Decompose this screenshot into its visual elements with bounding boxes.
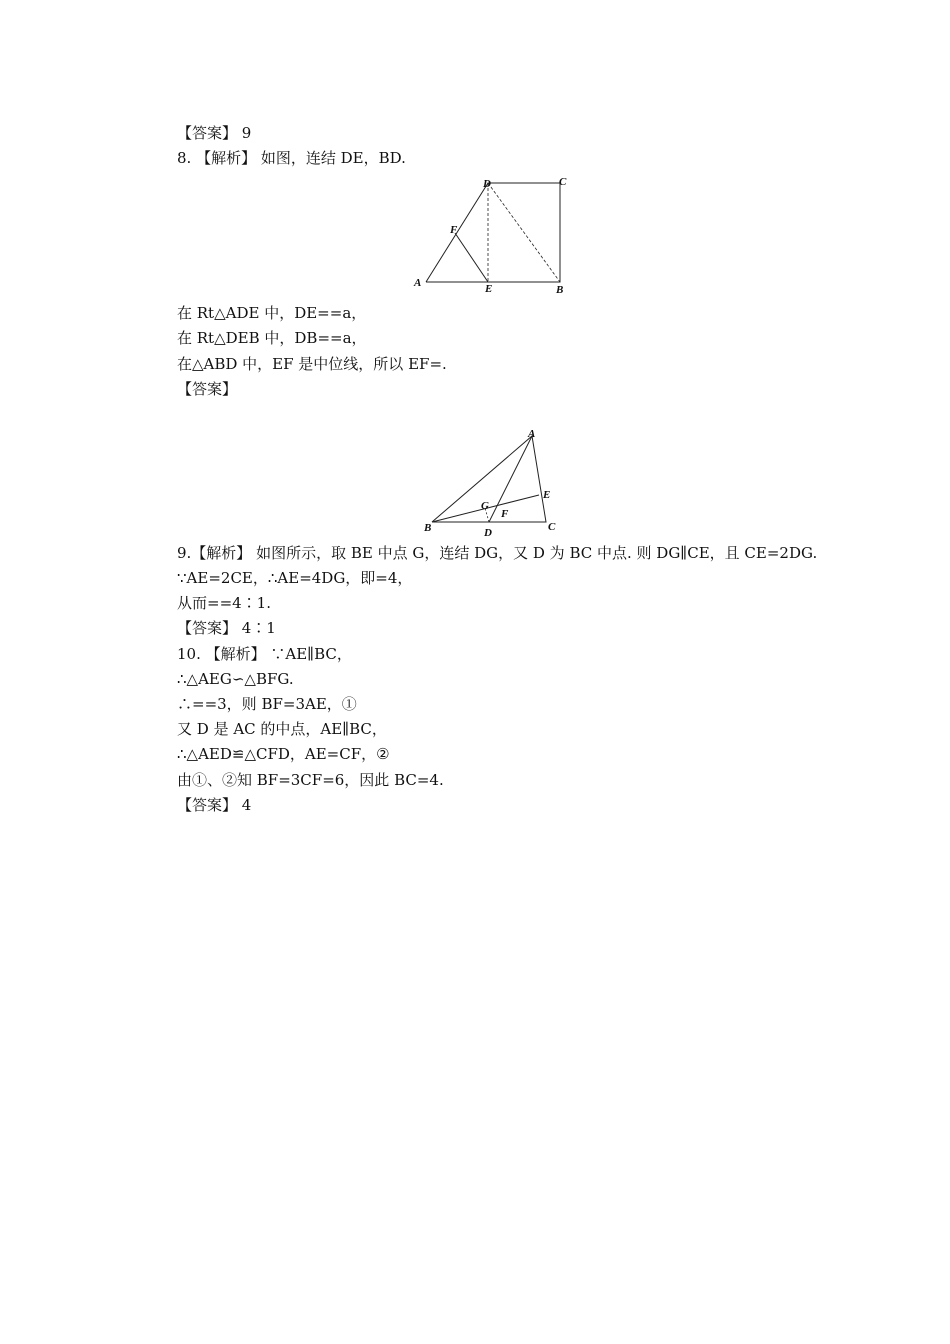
- fig2-label-a: A: [528, 428, 536, 440]
- analysis-9-header: 9.【解析】 如图所示，取 BE 中点 G，连结 DG，又 D 为 BC 中点. 则 DG∥CE，且 CE=2DG.: [177, 544, 818, 562]
- analysis-10-header: 10. 【解析】 ∵AE∥BC，: [177, 645, 352, 663]
- answer-line-4: 【答案】 4: [177, 796, 252, 814]
- analysis-8-header: 8. 【解析】 如图，连结 DE，BD.: [177, 149, 406, 167]
- fig1-label-e: E: [485, 283, 493, 295]
- figure-triangle-medians: [418, 424, 568, 538]
- analysis-line: ∴△AEG∽△BFG.: [177, 670, 294, 688]
- answer-line-1: 【答案】 9: [177, 124, 252, 142]
- fig2-label-c: C: [548, 521, 556, 533]
- figure-square-triangle: [410, 175, 580, 295]
- fig2-label-b: B: [424, 522, 432, 534]
- fig1-label-b: B: [556, 284, 564, 295]
- analysis-line: 由①、②知 BF=3CF=6，因此 BC=4.: [177, 771, 444, 789]
- analysis-line: 在 Rt△DEB 中，DB==a，: [177, 329, 367, 347]
- answer-line-2: 【答案】: [177, 380, 238, 398]
- fig2-label-f: F: [501, 508, 509, 520]
- fig2-label-d: D: [484, 527, 492, 538]
- fig1-label-f: F: [450, 224, 458, 236]
- fig1-label-c: C: [559, 176, 567, 188]
- fig2-label-e: E: [543, 489, 551, 501]
- analysis-line: 在△ABD 中，EF 是中位线，所以 EF=.: [177, 355, 447, 373]
- answer-line-3: 【答案】 4∶1: [177, 619, 276, 637]
- analysis-line: ∴==3，则 BF=3AE，①: [177, 695, 357, 713]
- analysis-line: 在 Rt△ADE 中，DE==a，: [177, 304, 367, 322]
- fig1-label-a: A: [414, 277, 422, 289]
- analysis-line: ∴△AED≌△CFD，AE=CF，②: [177, 745, 390, 763]
- fig1-label-d: D: [483, 178, 491, 190]
- analysis-line: 从而==4∶1.: [177, 594, 271, 612]
- analysis-line: 又 D 是 AC 的中点，AE∥BC，: [177, 720, 387, 738]
- fig2-label-g: G: [481, 500, 489, 512]
- analysis-line: ∵AE=2CE，∴AE=4DG，即=4，: [177, 569, 413, 587]
